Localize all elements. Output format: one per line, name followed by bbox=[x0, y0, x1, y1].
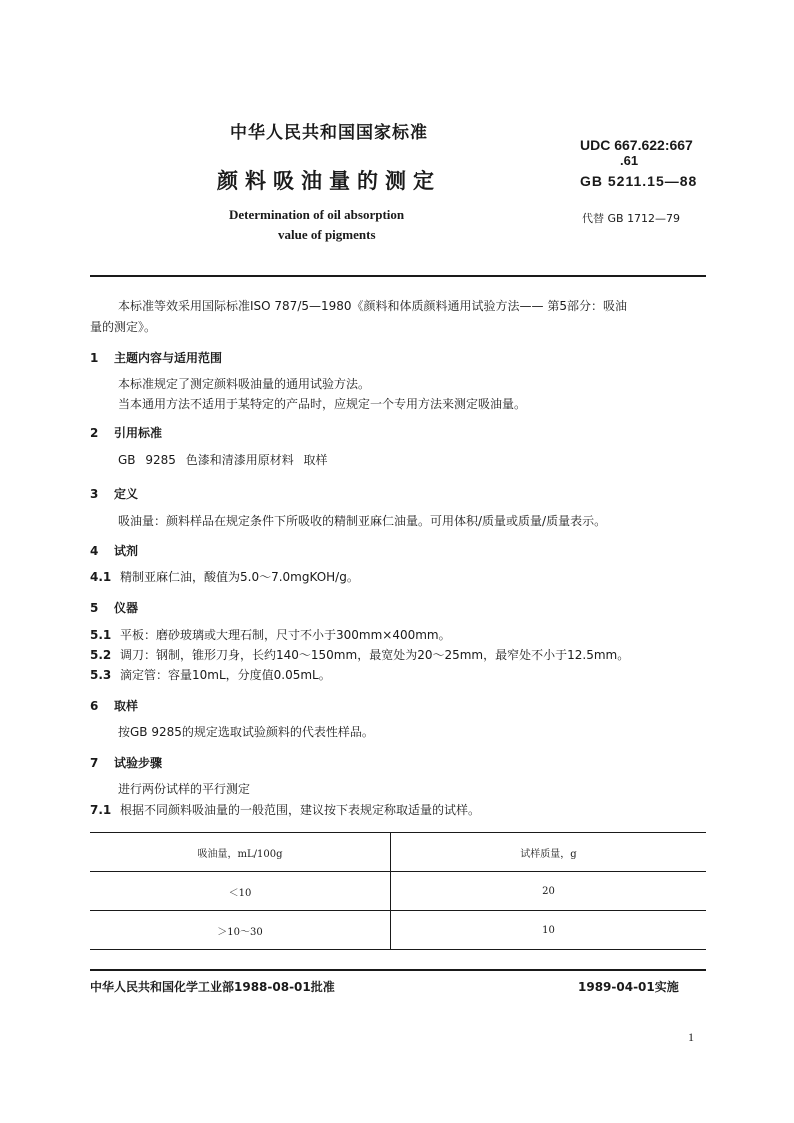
item-5-3 bbox=[90, 666, 331, 683]
table-header-cell: 试样质量，g bbox=[391, 833, 707, 872]
item-text: 滴定管：容量10mL，分度值0.05mL。 bbox=[120, 668, 331, 682]
page-number: 1 bbox=[688, 1030, 694, 1044]
gb-number: GB 5211.15—88 bbox=[580, 173, 698, 189]
intro-line-2: 量的测定》。 bbox=[90, 320, 157, 334]
section-title: 定义 bbox=[114, 487, 139, 501]
item-5-1 bbox=[90, 626, 451, 643]
section-number: 3 bbox=[90, 487, 99, 501]
section-6-heading bbox=[90, 697, 138, 714]
standard-title-en-line1: Determination of oil absorption bbox=[229, 207, 405, 222]
section-7-paragraph: 进行两份试样的平行测定 bbox=[118, 782, 251, 796]
section-1-paragraph-2: 当本通用方法不适用于某特定的产品时，应规定一个专用方法来测定吸油量。 bbox=[118, 397, 527, 411]
implementation-date: 1989-04-01实施 bbox=[578, 980, 679, 994]
section-4-heading bbox=[90, 542, 138, 559]
section-1-paragraph-1: 本标准规定了测定颜料吸油量的通用试验方法。 bbox=[118, 377, 371, 391]
section-number: 5 bbox=[90, 601, 99, 615]
table-cell: 10 bbox=[391, 911, 707, 950]
item-text: 平板：磨砂玻璃或大理石制，尺寸不小于300mm×400mm。 bbox=[120, 628, 451, 642]
section-title: 仪器 bbox=[114, 601, 139, 615]
item-text: 精制亚麻仁油，酸值为5.0～7.0mgKOH/g。 bbox=[120, 570, 359, 584]
header-rule bbox=[90, 275, 706, 277]
section-number: 7 bbox=[90, 756, 99, 770]
section-2-heading bbox=[90, 424, 162, 441]
approval-note: 中华人民共和国化学工业部1988-08-01批准 bbox=[90, 980, 335, 994]
section-5-heading bbox=[90, 599, 138, 616]
item-number: 7.1 bbox=[90, 803, 112, 817]
item-number: 5.1 bbox=[90, 628, 112, 642]
item-4-1 bbox=[90, 568, 359, 585]
national-standard-heading: 中华人民共和国国家标准 bbox=[230, 123, 428, 143]
table-row bbox=[90, 872, 706, 911]
item-5-2 bbox=[90, 646, 629, 663]
standard-title-en-line2: value of pigments bbox=[278, 227, 376, 242]
section-3-heading bbox=[90, 485, 138, 502]
section-number: 2 bbox=[90, 426, 99, 440]
item-number: 5.2 bbox=[90, 648, 112, 662]
udc-code-continued: .61 bbox=[620, 153, 639, 168]
section-7-heading bbox=[90, 754, 162, 771]
table-cell: ＞10～30 bbox=[90, 911, 391, 950]
standard-title-cn: 颜料吸油量的测定 bbox=[217, 169, 441, 193]
item-text: 调刀：钢制，锥形刀身，长约140～150mm，最宽处为20～25mm，最窄处不小于12.5mm。 bbox=[120, 648, 630, 662]
item-number: 5.3 bbox=[90, 668, 112, 682]
section-title: 引用标准 bbox=[114, 426, 163, 440]
section-number: 6 bbox=[90, 699, 99, 713]
section-title: 主题内容与适用范围 bbox=[114, 351, 223, 365]
section-2-paragraph: GB 9285 色漆和清漆用原材料 取样 bbox=[118, 453, 328, 467]
table-cell: 20 bbox=[391, 872, 707, 911]
section-title: 试剂 bbox=[114, 544, 139, 558]
table-header-cell: 吸油量，mL/100g bbox=[90, 833, 391, 872]
section-1-heading bbox=[90, 349, 222, 366]
replaces-standard: 代替 GB 1712—79 bbox=[582, 212, 681, 225]
section-number: 1 bbox=[90, 351, 99, 365]
udc-code: UDC 667.622:667 bbox=[580, 137, 693, 153]
footer-rule bbox=[90, 969, 706, 971]
section-3-paragraph: 吸油量：颜料样品在规定条件下所吸收的精制亚麻仁油量。可用体积/质量或质量/质量表示。 bbox=[118, 514, 607, 528]
section-6-paragraph: 按GB 9285的规定选取试验颜料的代表性样品。 bbox=[118, 725, 374, 739]
item-text: 根据不同颜料吸油量的一般范围，建议按下表规定称取适量的试样。 bbox=[120, 803, 481, 817]
section-title: 试验步骤 bbox=[114, 756, 163, 770]
sample-mass-table bbox=[90, 832, 706, 950]
section-number: 4 bbox=[90, 544, 99, 558]
item-number: 4.1 bbox=[90, 570, 112, 584]
table-header-row bbox=[90, 833, 706, 872]
table-cell: ＜10 bbox=[90, 872, 391, 911]
intro-line-1: 本标准等效采用国际标准ISO 787/5—1980《颜料和体质颜料通用试验方法—— 第5部分：吸油 bbox=[118, 299, 627, 313]
table-row bbox=[90, 911, 706, 950]
item-7-1 bbox=[90, 801, 480, 818]
section-title: 取样 bbox=[114, 699, 139, 713]
